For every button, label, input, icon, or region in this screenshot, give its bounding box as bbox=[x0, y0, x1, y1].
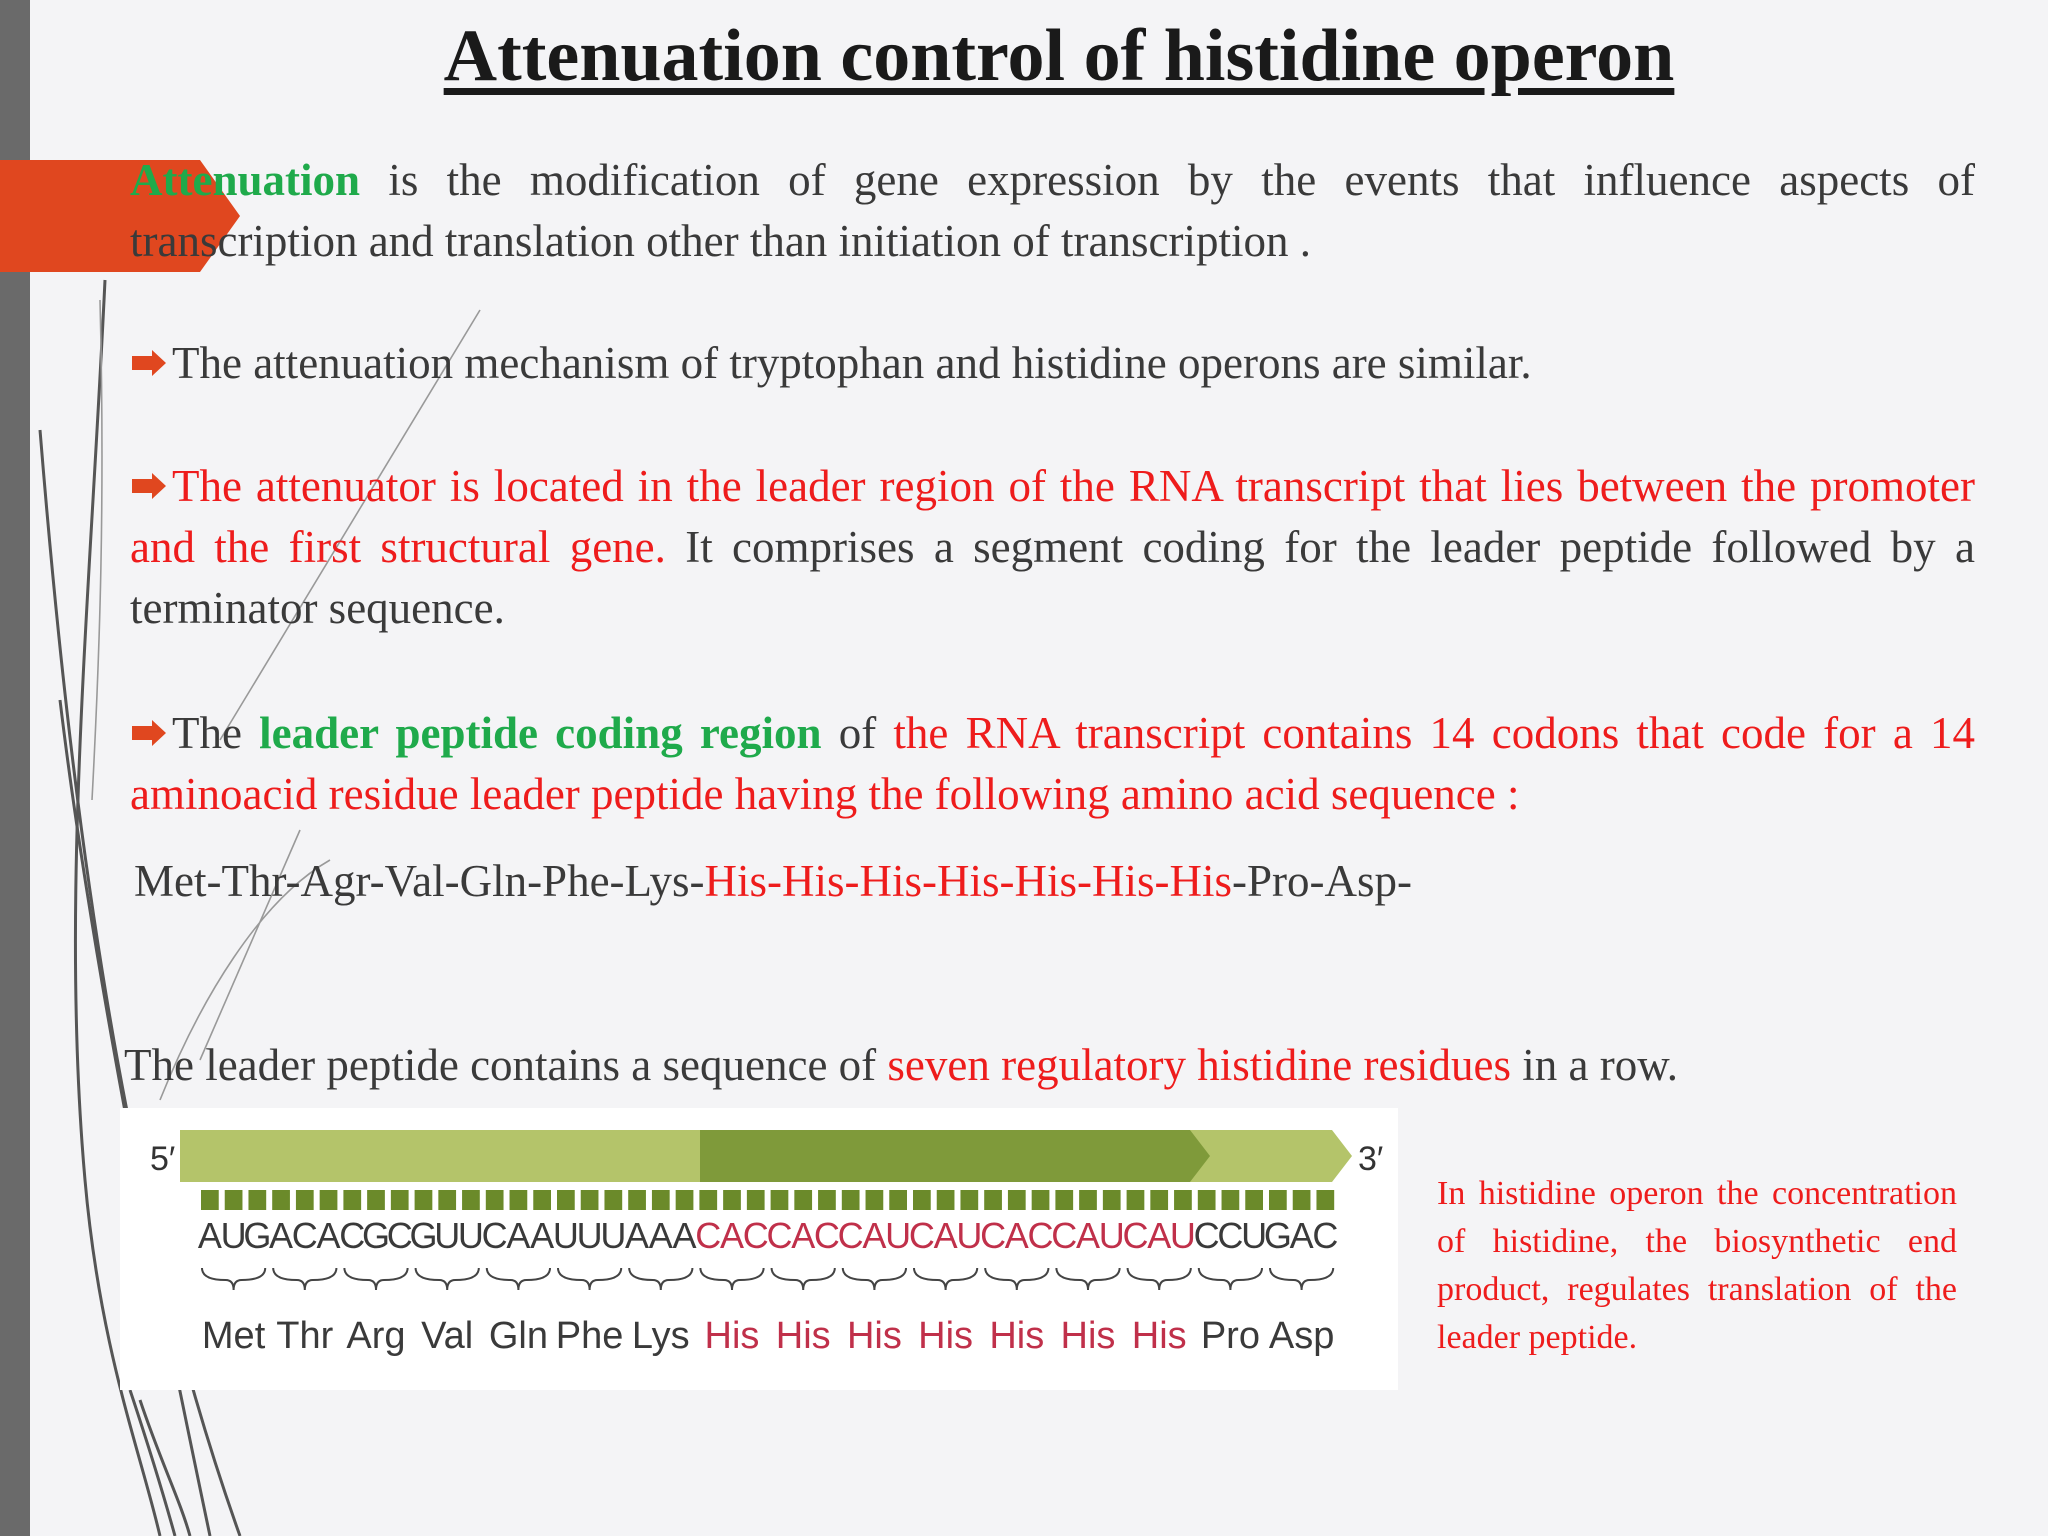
nucleotide-tick bbox=[937, 1190, 955, 1210]
nucleotide-letter: A bbox=[862, 1215, 887, 1256]
residue-label: His bbox=[1131, 1315, 1187, 1357]
nucleotide-letter: C bbox=[481, 1215, 508, 1256]
amino-acid-sequence bbox=[134, 855, 1412, 907]
leader-figure-svg bbox=[120, 1108, 1398, 1390]
nucleotide-letter: C bbox=[339, 1215, 366, 1256]
nucleotide-letter: A bbox=[1289, 1215, 1314, 1256]
nucleotide-letter: A bbox=[933, 1215, 958, 1256]
nucleotide-tick bbox=[296, 1190, 314, 1210]
nucleotide-letter: C bbox=[837, 1215, 864, 1256]
nucleotide-letter: U bbox=[956, 1215, 983, 1256]
nucleotide-tick bbox=[201, 1190, 219, 1210]
codon-brace bbox=[700, 1268, 763, 1290]
nucleotide-letter: C bbox=[1193, 1215, 1220, 1256]
nucleotide-letter: U bbox=[434, 1215, 461, 1256]
codon-brace bbox=[914, 1268, 977, 1290]
nucleotide-tick bbox=[1055, 1190, 1073, 1210]
residue-label: Met bbox=[201, 1315, 266, 1357]
nucleotide-letter: U bbox=[552, 1215, 579, 1256]
nucleotide-tick bbox=[581, 1190, 599, 1210]
nucleotide-letter: C bbox=[908, 1215, 935, 1256]
nucleotide-tick bbox=[1316, 1190, 1334, 1210]
nucleotide-tick bbox=[842, 1190, 860, 1210]
nucleotide-letter: C bbox=[1122, 1215, 1149, 1256]
bullet-3 bbox=[130, 703, 1975, 825]
nucleotide-tick bbox=[1032, 1190, 1050, 1210]
nucleotide-tick bbox=[248, 1190, 266, 1210]
residue-row bbox=[202, 1315, 1334, 1357]
residue-label: Val bbox=[421, 1315, 474, 1357]
nucleotide-letter: G bbox=[409, 1215, 438, 1256]
nucleotide-tick bbox=[652, 1190, 670, 1210]
nucleotide-letter: A bbox=[791, 1215, 816, 1256]
nucleotide-letter: U bbox=[1169, 1215, 1196, 1256]
nucleotide-tick bbox=[628, 1190, 646, 1210]
nucleotide-tick bbox=[818, 1190, 836, 1210]
nucleotide-letter: A bbox=[197, 1215, 222, 1256]
page-title: Attenuation control of histidine operon bbox=[443, 15, 1675, 97]
nucleotide-letter: G bbox=[1263, 1215, 1292, 1256]
codon-row bbox=[198, 1215, 1338, 1256]
nucleotide-letter: C bbox=[1312, 1215, 1339, 1256]
residue-label: Phe bbox=[555, 1315, 624, 1357]
nucleotide-letter: C bbox=[291, 1215, 318, 1256]
residue-label: His bbox=[846, 1315, 902, 1357]
residue-label: His bbox=[704, 1315, 760, 1357]
bullet-2-gray-text: It comprises a segment coding for the leader peptide followed by a terminator sequence. bbox=[130, 522, 1975, 633]
nucleotide-letter: U bbox=[576, 1215, 603, 1256]
nucleotide-tick bbox=[320, 1190, 338, 1210]
nucleotide-tick bbox=[462, 1190, 480, 1210]
nucleotide-tick bbox=[676, 1190, 694, 1210]
nucleotide-tick bbox=[1222, 1190, 1240, 1210]
residue-label: Arg bbox=[346, 1315, 406, 1357]
codon-brace bbox=[558, 1268, 621, 1290]
arrow-bullet-icon bbox=[130, 471, 168, 501]
nucleotide-letter: A bbox=[719, 1215, 745, 1256]
nucleotide-tick bbox=[1198, 1190, 1216, 1210]
intro-paragraph bbox=[130, 150, 1975, 272]
three-prime-label: 3′ bbox=[1358, 1140, 1384, 1178]
bullet-3-green-text: leader peptide coding region bbox=[259, 708, 822, 758]
residue-label: Asp bbox=[1268, 1315, 1335, 1357]
nucleotide-letter: A bbox=[269, 1215, 294, 1256]
bullet-2-red-text: The attenuator is located in the leader region of the RNA transcript that lies between the promoter and the first structural gene. bbox=[130, 461, 1975, 572]
nucleotide-tick bbox=[415, 1190, 433, 1210]
arrow-bullet-icon bbox=[130, 718, 168, 748]
nucleotide-tick bbox=[699, 1190, 717, 1210]
sequence-suffix: -Pro-Asp- bbox=[1232, 856, 1413, 906]
bullet-3-red-text: the RNA transcript contains 14 codons that code for a 14 aminoacid residue leader peptide having the following amino acid sequence : bbox=[130, 708, 1975, 819]
nucleotide-letter: U bbox=[1098, 1215, 1125, 1256]
sequence-prefix: Met-Thr-Agr-Val-Gln-Phe-Lys- bbox=[134, 856, 705, 906]
nucleotide-tick bbox=[889, 1190, 907, 1210]
nucleotide-letter: C bbox=[742, 1215, 769, 1256]
residue-label: Gln bbox=[488, 1315, 548, 1357]
bullet-3-lead: The bbox=[172, 708, 260, 758]
codon-braces bbox=[202, 1268, 1333, 1290]
codon-brace bbox=[416, 1268, 479, 1290]
residue-label: His bbox=[989, 1315, 1045, 1357]
nucleotide-ticks bbox=[201, 1190, 1334, 1210]
codon-brace bbox=[772, 1268, 835, 1290]
codon-brace bbox=[1128, 1268, 1191, 1290]
nucleotide-tick bbox=[225, 1190, 243, 1210]
codon-brace bbox=[1056, 1268, 1119, 1290]
codon-brace bbox=[202, 1268, 265, 1290]
nucleotide-tick bbox=[367, 1190, 385, 1210]
nucleotide-letter: U bbox=[600, 1215, 627, 1256]
nucleotide-letter: C bbox=[1027, 1215, 1054, 1256]
statement-tail: in a row. bbox=[1511, 1040, 1679, 1090]
nucleotide-tick bbox=[960, 1190, 978, 1210]
nucleotide-tick bbox=[1150, 1190, 1168, 1210]
side-note: In histidine operon the concentration of histidine, the biosynthetic end product, regulates translation of the leader peptide. bbox=[1437, 1175, 1957, 1356]
residue-label: Thr bbox=[276, 1315, 334, 1357]
nucleotide-tick bbox=[984, 1190, 1002, 1210]
nucleotide-letter: C bbox=[1051, 1215, 1078, 1256]
bullet-1-text: The attenuation mechanism of tryptophan and histidine operons are similar. bbox=[172, 338, 1532, 388]
nucleotide-tick bbox=[438, 1190, 456, 1210]
nucleotide-letter: A bbox=[1004, 1215, 1029, 1256]
five-prime-label: 5′ bbox=[150, 1140, 176, 1178]
statement-lead: The leader peptide contains a sequence of bbox=[124, 1040, 888, 1090]
nucleotide-tick bbox=[1127, 1190, 1145, 1210]
codon-brace bbox=[629, 1268, 692, 1290]
bullet-2 bbox=[130, 456, 1975, 639]
codon-brace bbox=[344, 1268, 407, 1290]
nucleotide-letter: C bbox=[766, 1215, 793, 1256]
nucleotide-letter: C bbox=[386, 1215, 413, 1256]
nucleotide-letter: A bbox=[506, 1215, 531, 1256]
residue-label: Pro bbox=[1200, 1315, 1260, 1357]
rna-arrow-dark-region bbox=[700, 1130, 1210, 1182]
nucleotide-letter: C bbox=[813, 1215, 840, 1256]
nucleotide-letter: C bbox=[695, 1215, 722, 1256]
intro-text: is the modification of gene expression by the events that influence aspects of transcription and translation other than initiation of transcription . bbox=[130, 155, 1975, 266]
nucleotide-tick bbox=[1008, 1190, 1026, 1210]
bullet-1 bbox=[130, 333, 1975, 394]
codon-brace bbox=[985, 1268, 1048, 1290]
nucleotide-tick bbox=[794, 1190, 812, 1210]
codon-brace bbox=[273, 1268, 336, 1290]
intro-term: Attenuation bbox=[130, 155, 361, 205]
nucleotide-tick bbox=[272, 1190, 290, 1210]
nucleotide-tick bbox=[1079, 1190, 1097, 1210]
nucleotide-tick bbox=[391, 1190, 409, 1210]
nucleotide-letter: G bbox=[243, 1215, 272, 1256]
residue-label: His bbox=[775, 1315, 831, 1357]
nucleotide-tick bbox=[510, 1190, 528, 1210]
arrow-bullet-icon bbox=[130, 348, 168, 378]
residue-label: His bbox=[1060, 1315, 1116, 1357]
nucleotide-letter: A bbox=[316, 1215, 341, 1256]
nucleotide-tick bbox=[747, 1190, 765, 1210]
nucleotide-letter: G bbox=[361, 1215, 391, 1256]
nucleotide-tick bbox=[1174, 1190, 1192, 1210]
codon-brace bbox=[1270, 1268, 1333, 1290]
nucleotide-letter: A bbox=[530, 1215, 555, 1256]
nucleotide-tick bbox=[557, 1190, 575, 1210]
nucleotide-letter: C bbox=[980, 1215, 1007, 1256]
leader-peptide-figure bbox=[120, 1108, 1398, 1390]
statement bbox=[124, 1035, 1969, 1096]
nucleotide-tick bbox=[604, 1190, 622, 1210]
nucleotide-tick bbox=[1245, 1190, 1263, 1210]
nucleotide-tick bbox=[1103, 1190, 1121, 1210]
nucleotide-tick bbox=[723, 1190, 741, 1210]
nucleotide-letter: A bbox=[672, 1215, 697, 1256]
nucleotide-letter: A bbox=[648, 1215, 673, 1256]
nucleotide-letter: C bbox=[1217, 1215, 1244, 1256]
nucleotide-tick bbox=[486, 1190, 504, 1210]
residue-label: Lys bbox=[631, 1315, 690, 1357]
nucleotide-tick bbox=[533, 1190, 551, 1210]
codon-brace bbox=[843, 1268, 906, 1290]
nucleotide-tick bbox=[771, 1190, 789, 1210]
residue-label: His bbox=[918, 1315, 974, 1357]
nucleotide-tick bbox=[913, 1190, 931, 1210]
nucleotide-letter: U bbox=[885, 1215, 912, 1256]
statement-red-text: seven regulatory histidine residues bbox=[887, 1040, 1511, 1090]
nucleotide-letter: A bbox=[625, 1215, 650, 1256]
nucleotide-letter: U bbox=[1241, 1215, 1268, 1256]
codon-brace bbox=[1199, 1268, 1262, 1290]
nucleotide-tick bbox=[1293, 1190, 1311, 1210]
nucleotide-tick bbox=[1269, 1190, 1287, 1210]
nucleotide-tick bbox=[343, 1190, 361, 1210]
nucleotide-letter: U bbox=[457, 1215, 484, 1256]
nucleotide-letter: A bbox=[1147, 1215, 1172, 1256]
bullet-3-mid: of bbox=[821, 708, 894, 758]
codon-brace bbox=[487, 1268, 550, 1290]
nucleotide-tick bbox=[866, 1190, 884, 1210]
nucleotide-letter: U bbox=[220, 1215, 247, 1256]
nucleotide-letter: A bbox=[1075, 1215, 1101, 1256]
sequence-his-run: His-His-His-His-His-His-His bbox=[704, 856, 1233, 906]
